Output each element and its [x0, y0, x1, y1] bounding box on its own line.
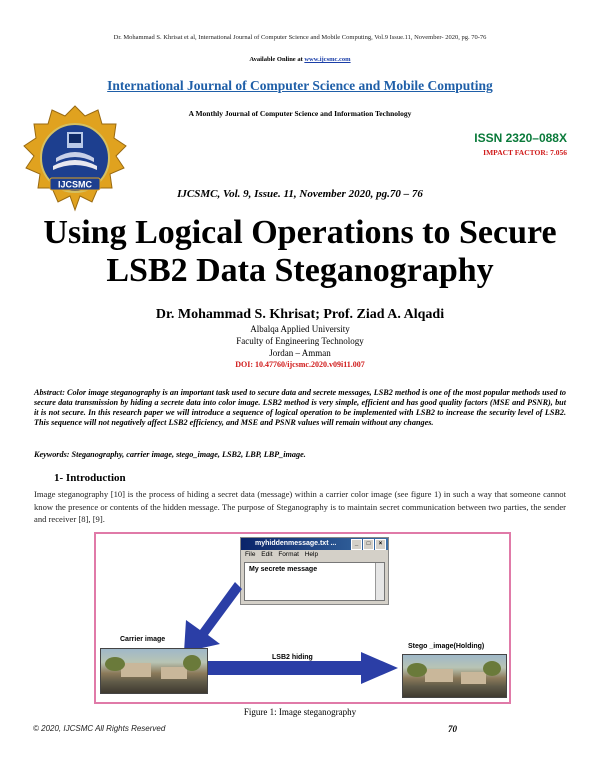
section-heading-introduction: 1- Introduction — [54, 472, 126, 484]
citation-line: IJCSMC, Vol. 9, Issue. 11, November 2020, pg.70 – 76 — [177, 188, 423, 200]
journal-name[interactable]: International Journal of Computer Science and Mobile Computing — [107, 78, 493, 93]
figure-caption: Figure 1: Image steganography — [243, 707, 357, 717]
available-label: Available Online at — [249, 56, 305, 63]
carrier-image — [100, 648, 208, 694]
menu-file: File — [245, 551, 256, 558]
running-header: Dr. Mohammad S. Khrisat et al, International Journal of Computer Science and Mobile Computing, Vol.9 Issue.11, November- 2020, pg. 70-76 — [113, 34, 487, 41]
arrow-down-icon — [184, 582, 242, 652]
lsb2-hiding-label: LSB2 hiding — [272, 654, 313, 661]
page-number: 70 — [448, 724, 457, 734]
available-online — [0, 56, 600, 63]
keywords: Keywords: Steganography, carrier image, stego_image, LSB2, LBP, LBP_image. — [34, 450, 306, 459]
introduction-paragraph: Image steganography [10] is the process of hiding a secret data (message) within a carrier color image (see figure 1) in such a way that someone cannot know the presence or contents of the hidden message. The purpose of Steganography is to maintain secret communication between two parties, the sender and receiver [8], [9]. — [34, 489, 566, 524]
maximize-icon: □ — [363, 539, 374, 550]
issn: ISSN 2320–088X — [474, 131, 567, 145]
carrier-image-label: Carrier image — [120, 636, 166, 643]
window-title: myhiddenmessage.txt ... — [255, 540, 337, 547]
affiliation-university: Albalqa Applied University — [250, 324, 350, 334]
close-icon: × — [375, 539, 386, 550]
impact-factor: IMPACT FACTOR: 7.056 — [483, 148, 567, 157]
minimize-icon: _ — [351, 539, 362, 550]
abstract: Abstract: Color image steganography is an important task used to secure data and secrete messages, LSB2 method is one of the most popular methods used to secure data transmission by hiding a secrete data into color image. LSB2 method is very simple, efficient and has good quality factors (MSE and PSNR), but it is not secure. In this research paper we will introduce a sequence of logical operation to be implemented with LSB2 to increase the security level of LSB2. This sequence will not negatively affect LSB2 efficiency, and MSE and PSNR values will remain without any changes. — [34, 388, 566, 427]
stego-image — [402, 654, 507, 698]
paper-title: Using Logical Operations to Secure LSB2 Data Steganography — [43, 214, 557, 289]
menu-help: Help — [304, 551, 319, 558]
authors: Dr. Mohammad S. Khrisat; Prof. Ziad A. Alqadi — [155, 307, 445, 322]
logo-text: IJCSMC — [57, 179, 93, 190]
menu-edit: Edit — [261, 551, 273, 558]
affiliation-faculty: Faculty of Engineering Technology — [236, 336, 364, 346]
figure-1 — [94, 532, 511, 704]
affiliation-location: Jordan – Amman — [269, 348, 331, 358]
menu-format: Format — [278, 551, 299, 558]
stego-image-label: Stego _image(Holding) — [408, 643, 485, 650]
journal-website-link[interactable]: www.ijcsmc.com — [304, 56, 351, 63]
journal-subtitle: A Monthly Journal of Computer Science and Information Technology — [188, 109, 412, 118]
doi[interactable]: DOI: 10.47760/ijcsmc.2020.v09i11.007 — [235, 360, 365, 369]
footer-copyright: © 2020, IJCSMC All Rights Reserved — [33, 724, 166, 733]
secret-message-text: My secrete message — [249, 566, 318, 573]
